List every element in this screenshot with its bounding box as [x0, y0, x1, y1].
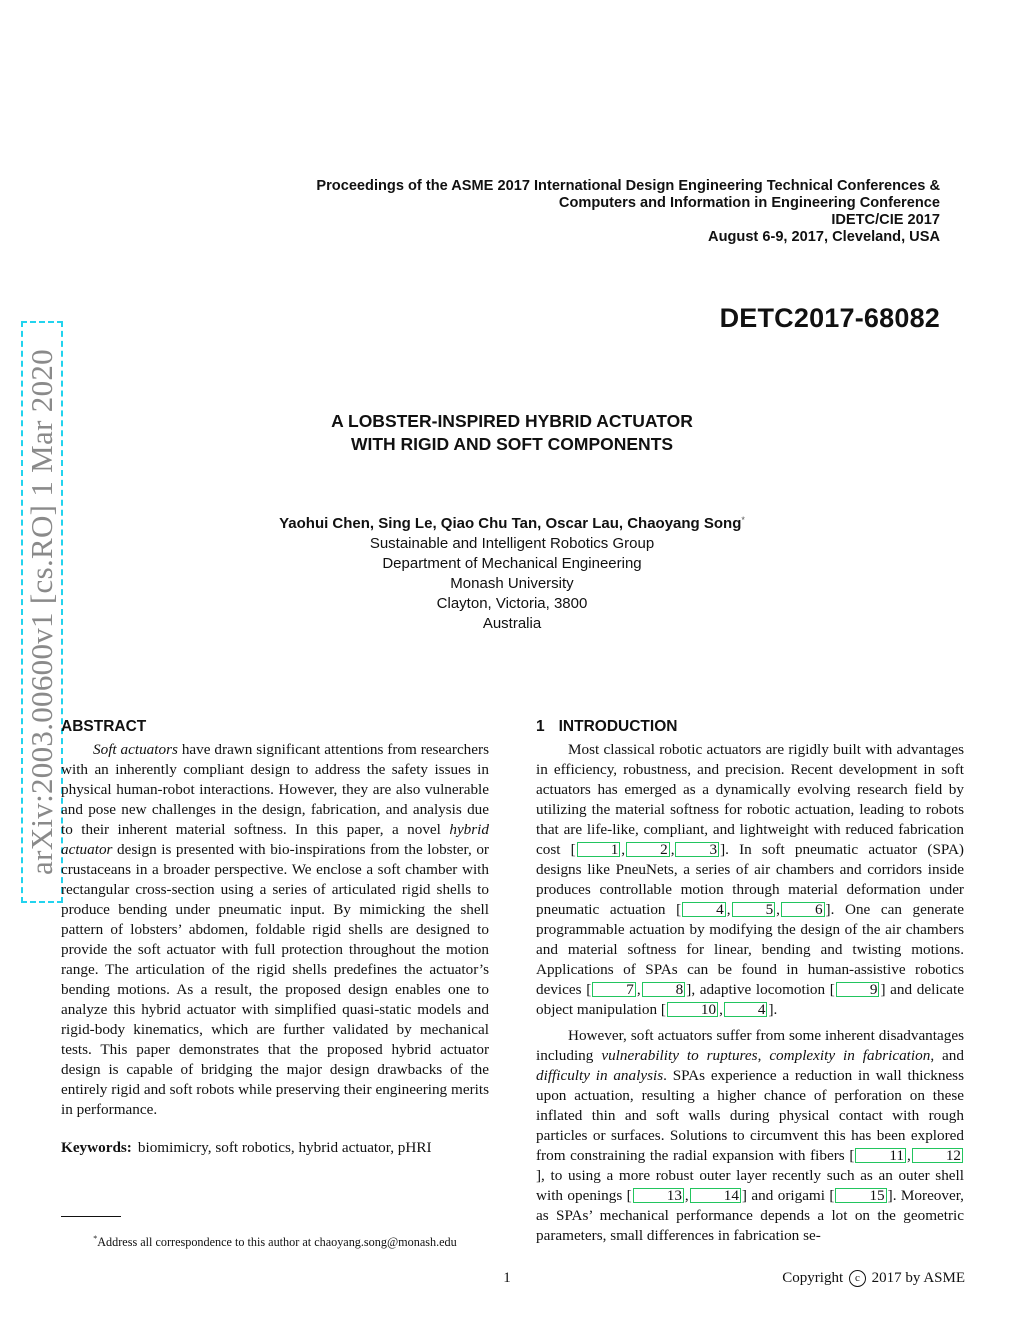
emphasis: difficulty in analysis — [536, 1067, 664, 1084]
copyright-year-org: 2017 by ASME — [871, 1270, 965, 1286]
citation-link[interactable]: 15 — [835, 1188, 886, 1203]
citation-link[interactable]: 1 — [577, 842, 621, 857]
intro-text: ] and delicate object manipulation [ — [536, 981, 964, 1018]
abstract-term: Soft actuators — [93, 741, 178, 758]
citation-link[interactable]: 8 — [642, 982, 686, 997]
author-mark: * — [741, 515, 745, 525]
intro-text: ] and origami [ — [741, 1187, 835, 1204]
citation-link[interactable]: 2 — [626, 842, 670, 857]
left-column — [61, 716, 489, 1158]
citation-link[interactable]: 4 — [682, 902, 726, 917]
keywords-label: Keywords: — [61, 1139, 132, 1156]
author-names: Yaohui Chen, Sing Le, Qiao Chu Tan, Oscar Lau, Chaoyang Song — [279, 515, 742, 532]
abstract-text: have drawn significant attentions from researchers with an inherently compliant design to address the safety issues in physical human-robot interactions. However, they are also vulnerable and pose new challenges in the design, fabrication, and analysis due to their inherent material softness. In this paper, a novel — [61, 741, 489, 838]
conference-line-2: Computers and Information in Engineering Conference — [558, 195, 940, 211]
copyright-notice — [782, 1270, 965, 1287]
title-line-2: WITH RIGID AND SOFT COMPONENTS — [350, 434, 674, 454]
abstract-paragraph — [61, 740, 489, 1120]
intro-text: ]. One can generate programmable actuation by modifying the design of the air chambers and material softness for linear, bending and twisting motions. Applications of SPAs can be found in human-assistive robotics devices [ — [536, 901, 964, 998]
conference-line-1: Proceedings of the ASME 2017 International Design Engineering Technical Conferences & — [316, 178, 940, 194]
intro-text: ]. — [768, 1001, 778, 1018]
citation-link[interactable]: 9 — [836, 982, 880, 997]
intro-paragraph-2: However, soft actuators suffer from some inherent disadvantages including vulnerability to ruptures, complexity in fabrication, and difficulty in analysis. SPAs experience a reduction in wall thickness upon actuation, resulting a higher chance of perforation on these inflated thin and soft walls during physical contact with rough particles or surfaces. Solutions to circumvent this has been explored from constraining the radial expansion with fibers [ 11 , 12], to using a more robust outer layer recently such as an outer shell with openings [ 13 , 14 ] and origami [ 15 ]. Moreover, as SPAs’ mechanical performance depends a lot on the geometric parameters, small differences in fabrication se- — [536, 1027, 964, 1244]
citation-link[interactable]: 3 — [675, 842, 719, 857]
author-list — [0, 510, 1024, 534]
abstract-text: design is presented with bio-inspirations from the lobster, or crustaceans in a broader perspective. We enclose a soft chamber with rectangular cross-section using a series of articulated rigid shells to produce bending under pneumatic input. By mimicking the shell pattern of lobsters’ abdomen, foldable rigid shells are designed to provide the soft actuator with full protection throughout the motion range. The articulation of the rigid shells predefines the actuator’s bending motions. As a result, the proposed design enables one to analyze this hybrid actuator with simplified quasi-static models and rigid-body kinematics, which are further validated by mechanical tests. This paper demonstrates that the proposed hybrid actuator design is capable of bridging the major design drawbacks of the entirely rigid and soft robots while preserving their engineering merits in performance. — [61, 841, 489, 1118]
intro-heading — [536, 716, 964, 738]
intro-text: . SPAs experience a reduction in wall thickness upon actuation, resulting a higher chance of perforation on these inflated thin and soft walls during physical contact with rough particles or surfaces. Solutions to circumvent this has been explored from constraining the radial expansion with fibers [ — [536, 1067, 964, 1164]
section-number: 1 — [536, 718, 545, 735]
footnote — [61, 1234, 489, 1250]
keywords-text: biomimicry, soft robotics, hybrid actuator, pHRI — [137, 1139, 432, 1156]
affiliation-line: Monash University — [450, 575, 574, 592]
citation-link[interactable]: 12 — [912, 1148, 963, 1163]
affiliation-line: Sustainable and Intelligent Robotics Group — [369, 535, 655, 552]
citation-link[interactable]: 5 — [732, 902, 776, 917]
copyright-label: Copyright — [782, 1270, 844, 1286]
paper-title — [0, 410, 1024, 456]
footnote-text: Address all correspondence to this author at chaoyang.song@monash.edu — [97, 1235, 457, 1250]
section-title: INTRODUCTION — [558, 718, 678, 735]
paper-id: DETC2017-68082 — [719, 303, 940, 333]
intro-text: ]. In soft pneumatic actuator (SPA) designs like PneuNets, a series of air chambers and corridors inside produces controllable motion through material deformation under pneumatic actuation [ — [536, 841, 964, 918]
title-line-1: A LOBSTER-INSPIRED HYBRID ACTUATOR — [331, 411, 693, 431]
intro-text: ], to using a more robust outer layer recently such as an outer shell with openings [ — [536, 1167, 964, 1204]
intro-text: , and — [930, 1047, 964, 1064]
affiliation-line: Australia — [482, 615, 542, 632]
right-column — [536, 716, 964, 1246]
authors-block — [0, 510, 1024, 634]
arxiv-stamp-text: arXiv:2003.00600v1 [cs.RO] 1 Mar 2020 — [24, 349, 59, 875]
intro-text: ], adaptive locomotion [ — [686, 981, 835, 998]
footnote-rule — [61, 1216, 121, 1217]
emphasis: complexity in fabrication — [769, 1047, 931, 1064]
conference-line-3: IDETC/CIE 2017 — [831, 212, 940, 228]
affiliation-line: Department of Mechanical Engineering — [382, 555, 642, 572]
affiliation-line: Clayton, Victoria, 3800 — [436, 595, 588, 612]
page-number: 1 — [503, 1270, 511, 1286]
citation-link[interactable]: 14 — [690, 1188, 741, 1203]
conference-line-4: August 6-9, 2017, Cleveland, USA — [708, 229, 940, 245]
intro-text: Most classical robotic actuators are rigidly built with advantages in efficiency, robustness, and precision. Recent development in soft actuators has emerged as a dynamically evolving research field by utilizing the material softness for robotic actuation, leading to robots that are life-like, compliant, and lightweight with reduced fabrication cost [ — [536, 741, 964, 858]
abstract-term: hybrid actuator — [61, 821, 489, 858]
intro-paragraph-1: Most classical robotic actuators are rigidly built with advantages in efficiency, robustness, and precision. Recent development in soft actuators has emerged as a dynamically evolving research field by utilizing the material softness for robotic actuation, leading to robots that are life-like, compliant, and lightweight with reduced fabrication cost [ 1 , 2 , 3 ]. In soft pneumatic actuator (SPA) designs like PneuNets, a series of air chambers and corridors inside produces controllable motion through material deformation under pneumatic actuation [ 4 , 5 , 6 ]. One can generate programmable actuation by modifying the design of the air chambers and material softness for linear, bending and twisting motions. Applications of SPAs can be found in human-assistive robotics devices [ 7 , 8 ], adaptive locomotion [ 9 ] and delicate object manipulation [ 10 , 4 ]. — [536, 741, 964, 1018]
copyright-symbol: c — [849, 1270, 866, 1287]
citation-link[interactable]: 13 — [633, 1188, 684, 1203]
emphasis: vulnerability to ruptures — [601, 1047, 758, 1064]
citation-link[interactable]: 10 — [667, 1002, 718, 1017]
footnote-mark: * — [93, 1234, 98, 1243]
citation-link[interactable]: 11 — [855, 1148, 906, 1163]
conference-header — [180, 178, 940, 246]
intro-text: However, soft actuators suffer from some inherent disadvantages including — [536, 1027, 964, 1064]
intro-text: ]. Moreover, as SPAs’ mechanical performance depends a lot on the geometric parameters, small differences in fabrication se- — [536, 1187, 964, 1244]
citation-link[interactable]: 4 — [724, 1002, 768, 1017]
keywords — [61, 1138, 489, 1158]
abstract-heading: ABSTRACT — [61, 718, 147, 735]
intro-text: , — [757, 1047, 770, 1064]
citation-link[interactable]: 6 — [781, 902, 825, 917]
citation-link[interactable]: 7 — [592, 982, 636, 997]
